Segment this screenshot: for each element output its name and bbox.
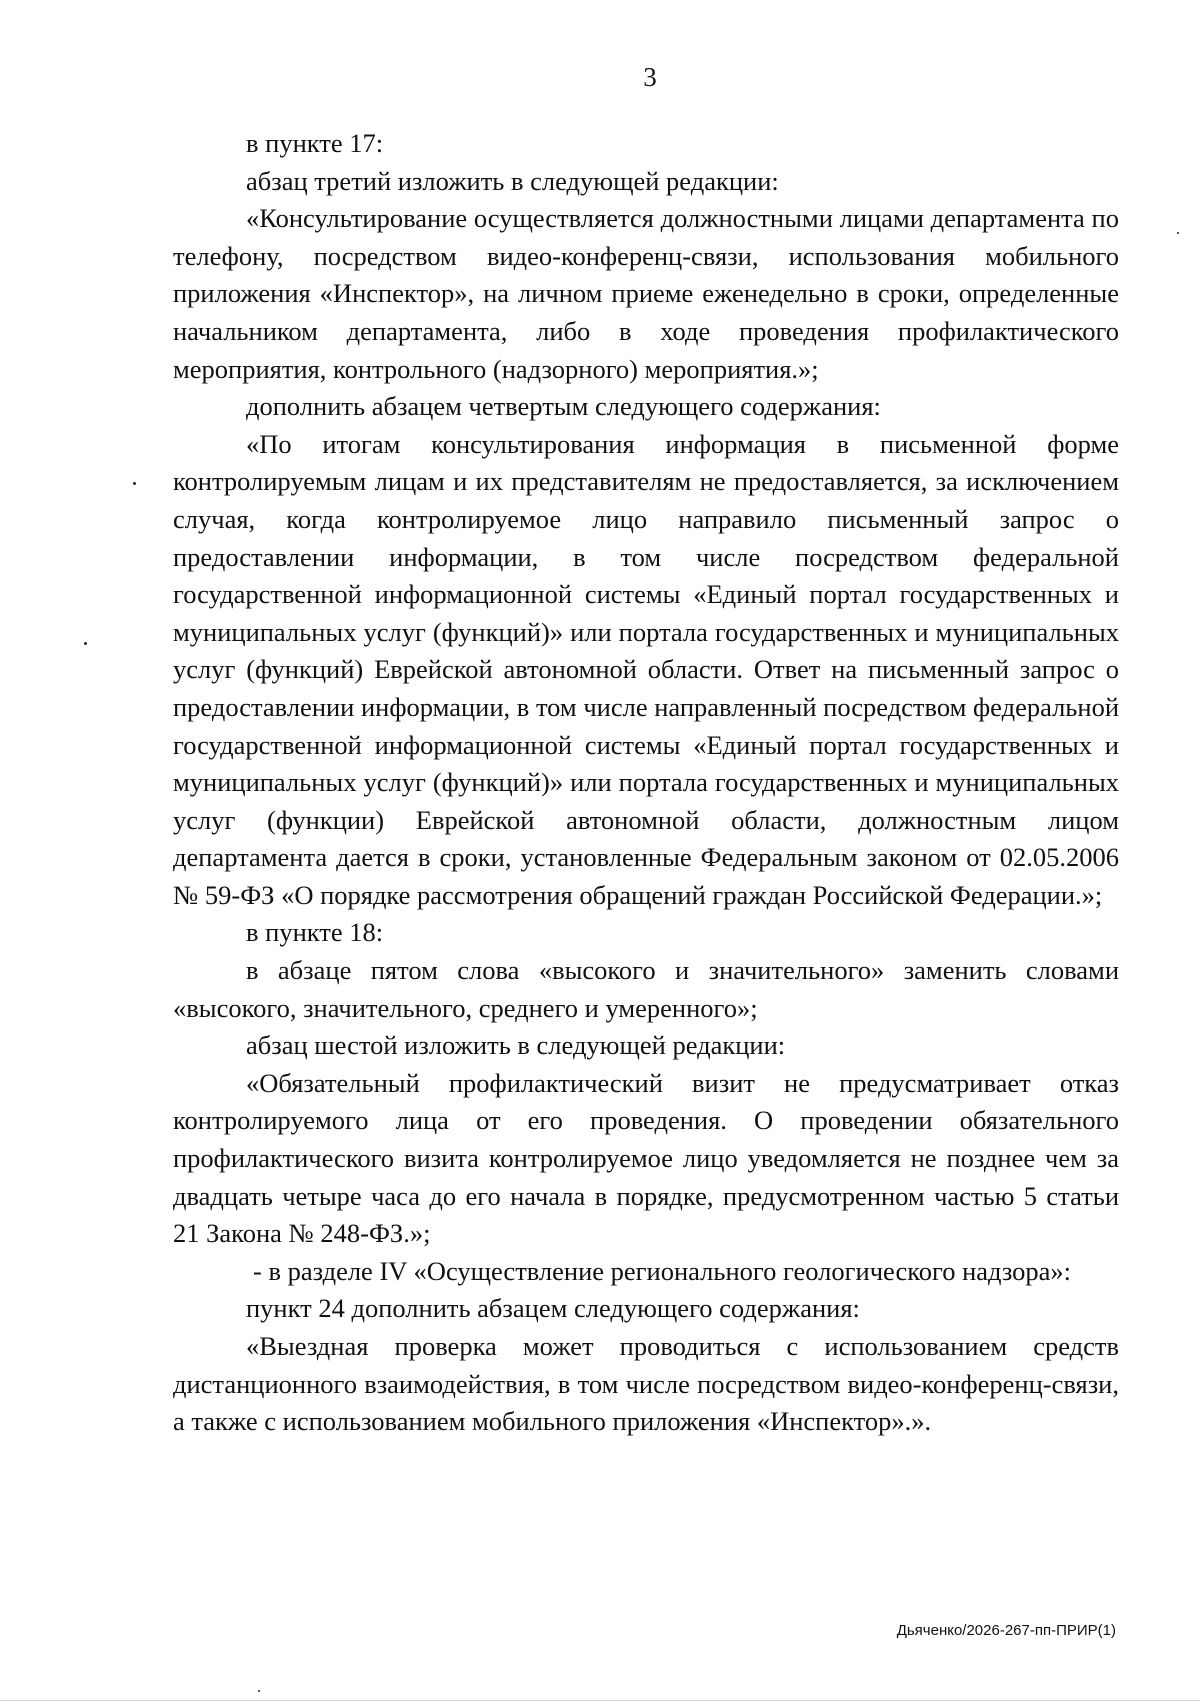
paragraph-replace-words: в абзаце пятом слова «высокого и значительного» заменить словами «высокого, значительного, среднего и умеренного»;	[173, 955, 1119, 1023]
paragraph-point-17: в пункте 17:	[246, 128, 384, 158]
scan-speck	[84, 642, 87, 645]
paragraph-point-24: пункт 24 дополнить абзацем следующего содержания:	[246, 1293, 860, 1324]
scan-speck	[133, 482, 136, 485]
page-number: 3	[643, 62, 657, 92]
paragraph-amend-sixth-abzac: абзац шестой изложить в следующей редакции:	[246, 1030, 786, 1061]
scan-bottom-edge	[0, 1700, 1200, 1701]
document-reference-code: Дьяченко/2026-267-пп-ПРИР(1)	[896, 1622, 1116, 1639]
paragraph-written-response-text: «По итогам консультирования информация в письменной форме контролируемым лицам и их представителям не предоставляется, за исключением случая, когда контролируемое лицо направило письменный запрос о предоставлении информации, в том числе посредством федеральной государственной информационной системы «Единый портал государственных и муниципальных услуг (функций)» или портала государственных и муниципальных услуг (функций) Еврейской автономной области. Ответ на письменный запрос о предоставлении информации, в том числе направленный посредством федеральной государственной информационной системы «Единый портал государственных и муниципальных услуг (функций)» или портала государственных и муниципальных услуг (функции) Еврейской автономной области, должностным лицом департамента дается в сроки, установленные Федеральным законом от 02.05.2006 № 59-ФЗ «О порядке рассмотрения обращений граждан Российской Федерации.»;	[173, 428, 1119, 910]
paragraph-add-fourth-abzac: дополнить абзацем четвертым следующего содержания:	[246, 391, 881, 422]
paragraph-field-inspection-text: «Выездная проверка может проводиться с использованием средств дистанционного взаимодействия, в том числе посредством видео-конференц-связи, а также с использованием мобильного приложения «Инспектор».».	[173, 1331, 1119, 1437]
paragraph-section-iv: - в разделе IV «Осуществление регионального геологического надзора»:	[253, 1255, 1072, 1286]
scan-speck	[258, 1690, 260, 1692]
paragraph-amend-third-abzac: абзац третий изложить в следующей редакции:	[246, 165, 779, 196]
paragraph-mandatory-visit-text: «Обязательный профилактический визит не предусматривает отказ контролируемого лица от его проведения. О проведении обязательного профилактического визита контролируемое лицо уведомляется не позднее чем за двадцать четыре часа до его начала в порядке, предусмотренном частью 5 статьи 21 Закона № 248-ФЗ.»;	[173, 1067, 1119, 1249]
paragraph-consultation-text: «Консультирование осуществляется должностными лицами департамента по телефону, посредством видео-конференц-связи, использования мобильного приложения «Инспектор», на личном приеме еженедельно в сроки, определенные начальником департамента, либо в ходе проведения профилактического мероприятия, контрольного (надзорного) мероприятия.»;	[173, 203, 1119, 384]
document-body	[173, 125, 1119, 1441]
scan-speck	[1177, 232, 1179, 234]
paragraph-point-18: в пункте 18:	[246, 917, 384, 948]
